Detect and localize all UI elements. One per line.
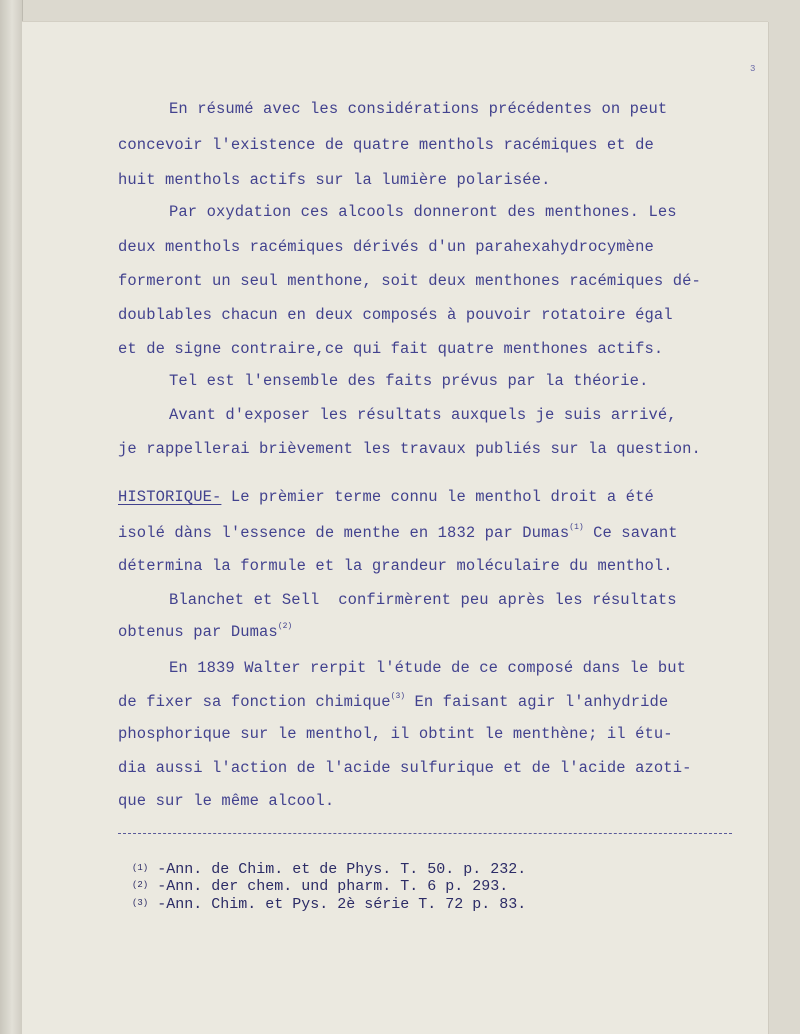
historique-line [118, 488, 654, 506]
footnote [132, 896, 526, 913]
body-line: phosphorique sur le menthol, il obtint le menthène; il étu- [118, 725, 673, 743]
body-text: de fixer sa fonction chimique [118, 693, 391, 711]
body-line: que sur le même alcool. [118, 792, 335, 810]
body-line: Tel est l'ensemble des faits prévus par la théorie. [169, 372, 649, 390]
body-line: je rappellerai brièvement les travaux publiés sur la question. [118, 440, 701, 458]
section-heading: HISTORIQUE- [118, 488, 222, 506]
footnote-reference: (3) [390, 692, 406, 701]
historique-line [118, 523, 678, 542]
body-line: Avant d'exposer les résultats auxquels je suis arrivé, [169, 406, 677, 424]
body-line: détermina la formule et la grandeur moléculaire du menthol. [118, 557, 673, 575]
body-text: isolé dàns l'essence de menthe en 1832 par Dumas [118, 524, 570, 542]
body-line: formeront un seul menthone, soit deux menthones racémiques dé- [118, 272, 701, 290]
footnote-reference: (2) [277, 622, 293, 631]
body-line: En 1839 Walter rerpit l'étude de ce composé dans le but [169, 659, 687, 677]
footnote-text: -Ann. der chem. und pharm. T. 6 p. 293. [148, 878, 509, 895]
footnote [132, 861, 526, 878]
body-line: En résumé avec les considérations précédentes on peut [169, 100, 668, 118]
body-line: doublables chacun en deux composés à pouvoir rotatoire égal [118, 306, 673, 324]
body-text: Ce savant [583, 524, 678, 542]
body-line: dia aussi l'action de l'acide sulfurique et de l'acide azoti- [118, 759, 692, 777]
body-text: En faisant agir l'anhydride [405, 693, 669, 711]
page-number: 3 [750, 64, 756, 74]
body-line: huit menthols actifs sur la lumière polarisée. [118, 171, 551, 189]
footnote-marker: (1) [132, 863, 149, 873]
body-line: Blanchet et Sell confirmèrent peu après les résultats [169, 591, 677, 609]
footnote-text: -Ann. Chim. et Pys. 2è série T. 72 p. 83. [148, 896, 527, 913]
body-line: deux menthols racémiques dérivés d'un parahexahydrocymène [118, 238, 654, 256]
body-line: concevoir l'existence de quatre menthols racémiques et de [118, 136, 654, 154]
body-text: Le prèmier terme connu le menthol droit a été [221, 488, 654, 506]
body-line: et de signe contraire,ce qui fait quatre menthones actifs. [118, 340, 664, 358]
body-line [118, 622, 292, 641]
footnote-reference: (1) [569, 523, 584, 532]
body-text: obtenus par Dumas [118, 623, 278, 641]
footnote-marker: (2) [132, 880, 149, 890]
footnote [132, 878, 508, 895]
footnote-marker: (3) [132, 898, 149, 908]
footnote-text: -Ann. de Chim. et de Phys. T. 50. p. 232. [148, 861, 527, 878]
body-line: Par oxydation ces alcools donneront des menthones. Les [169, 203, 677, 221]
body-line [118, 692, 668, 711]
footnote-separator [118, 833, 732, 834]
